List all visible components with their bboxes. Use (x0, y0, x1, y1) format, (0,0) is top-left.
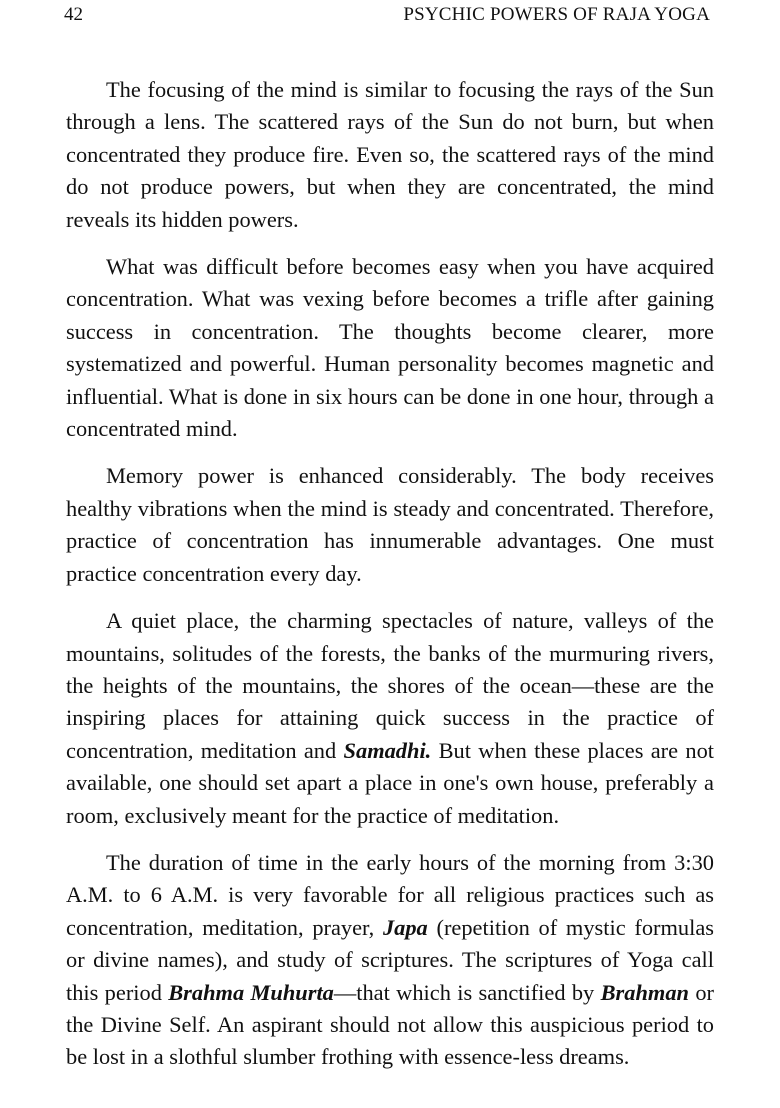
page-number: 42 (64, 4, 83, 25)
paragraph-text: —that which is sanctified by (333, 979, 595, 1005)
paragraph-brahma-muhurta (66, 847, 714, 1074)
text-body (66, 74, 714, 1089)
paragraph-text: What was difficult before becomes easy when you have acquired concentration. What was vexing before becomes a trifle after gaining success in concentration. The thoughts become clearer, more systematized and powerful. Human personality becomes magnetic and influential. What is done in six hours can be done in one hour, through a concentrated mind. (66, 254, 714, 442)
paragraph-concentration-benefits (66, 251, 714, 445)
paragraph-text: (repetition of mystic formulas or divine names), and study of scriptures. The scriptures of Yoga call this period (66, 914, 714, 1005)
term-brahma-muhurta: Brahma Muhurta (168, 979, 334, 1005)
book-title: PSYCHIC POWERS OF RAJA YOGA (403, 4, 710, 25)
paragraph-text: or the Divine Self. An aspirant should not allow this auspicious period to be lost in a slothful slumber frothing with essence-less dreams. (66, 979, 714, 1070)
term-brahman: Brahman (600, 979, 689, 1005)
paragraph-lens-analogy (66, 74, 714, 236)
paragraph-text: The focusing of the mind is similar to focusing the rays of the Sun through a lens. The scattered rays of the Sun do not burn, but when concentrated they produce fire. Even so, the scattered rays of the mind do not produce powers, but when they are concentrated, the mind reveals its hidden powers. (66, 77, 714, 232)
paragraph-text: But when these places are not available, one should set apart a place in one's own house, preferably a room, exclusively meant for the practice of meditation. (66, 737, 715, 828)
paragraph-text: Memory power is enhanced considerably. The body receives healthy vibrations when the mind is steady and concentrated. Therefore, practice of concentration has innumerable advantages. One must practice concentration every day. (66, 463, 714, 586)
term-japa: Japa (382, 914, 428, 940)
paragraph-memory-power (66, 460, 714, 590)
term-samadhi: Samadhi. (343, 737, 432, 763)
paragraph-quiet-place (66, 605, 714, 832)
paragraph-text: A quiet place, the charming spectacles of nature, valleys of the mountains, solitudes of the forests, the banks of the murmuring rivers, the heights of the mountains, the shores of the ocean—these are the inspiring places for attaining quick success in the practice of concentration, meditation and (66, 608, 714, 763)
running-header (64, 2, 710, 28)
paragraph-text: The duration of time in the early hours of the morning from 3:30 A.M. to 6 A.M. is very favorable for all religious practices such as concentration, meditation, prayer, (66, 849, 714, 940)
